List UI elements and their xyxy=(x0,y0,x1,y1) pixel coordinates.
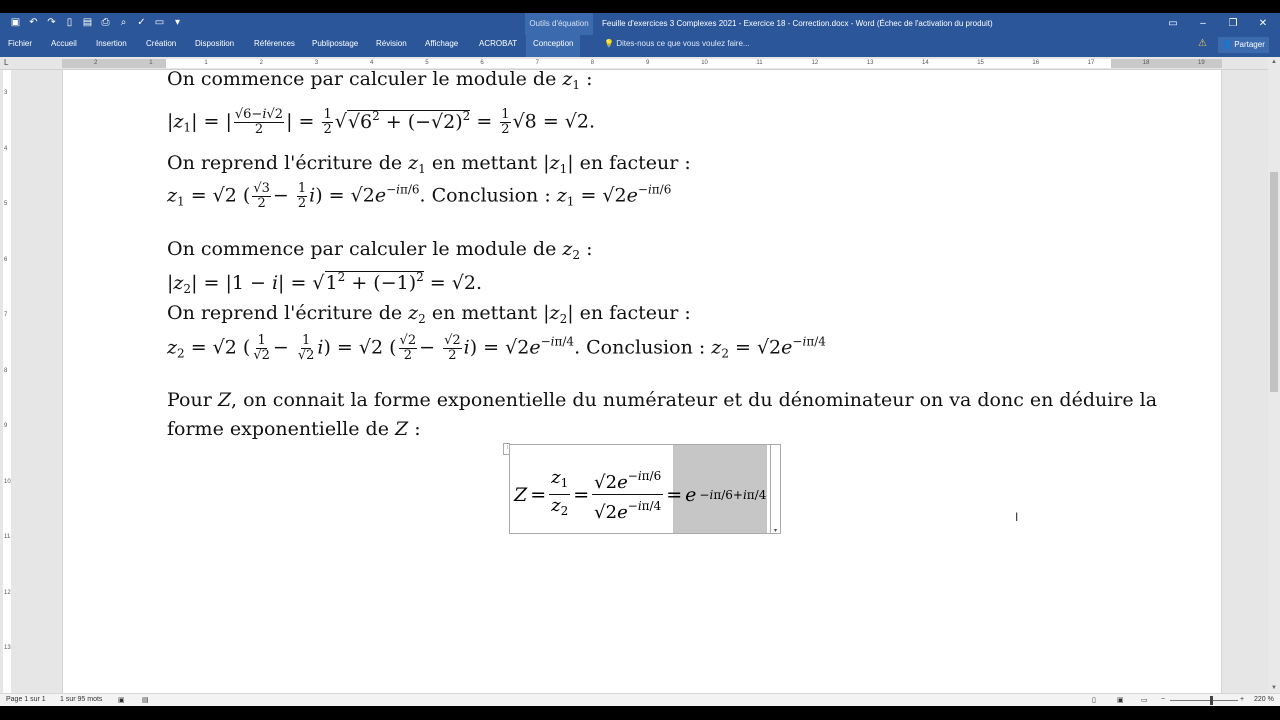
vruler-number: 13 xyxy=(4,645,11,651)
text: . Conclusion : xyxy=(419,184,557,207)
customize-qat-icon[interactable]: ▾ xyxy=(174,17,181,28)
redo-icon[interactable]: ↷ xyxy=(47,17,56,28)
tab-publipostage[interactable]: Publipostage xyxy=(312,39,359,48)
text: en facteur : xyxy=(573,152,691,174)
ruler-number: 2 xyxy=(259,60,263,66)
text: en facteur : xyxy=(573,302,691,324)
ruler-number: 4 xyxy=(370,60,374,66)
scrollbar-thumb[interactable] xyxy=(1270,172,1278,392)
folder-icon[interactable]: ▭ xyxy=(154,17,165,28)
print-layout-icon[interactable]: ▣ xyxy=(1117,697,1124,704)
zoom-level[interactable]: 220 % xyxy=(1254,696,1274,703)
print-icon[interactable]: ⎙ xyxy=(101,17,110,28)
tab-disposition[interactable]: Disposition xyxy=(195,39,235,48)
doc-line-5: On commence par calculer le module de $z_2$ : xyxy=(167,238,593,262)
ruler-right-margin xyxy=(1111,59,1222,68)
doc-line-8: $z_2 = √2$ ( $\frac{1}{√2}$ − $\frac{1}{√2}$ i) = √2 ( $\frac{√2}{2}$ − $\frac{√2}{2}$ $i) = √2e^{-i\pi/4}$. Conclusion : $z_2 = √2e^{-i\pi/4}$ xyxy=(167,333,826,363)
word-count[interactable]: 1 sur 95 mots xyxy=(60,696,103,703)
print-preview-icon[interactable]: ⌕ xyxy=(120,17,127,28)
warning-icon[interactable]: ⚠ xyxy=(1198,38,1207,49)
vruler-number: 4 xyxy=(4,145,8,152)
text: Pour xyxy=(167,389,218,411)
status-bar xyxy=(0,693,1280,706)
vruler-number: 8 xyxy=(4,367,8,374)
spelling-icon[interactable]: ✓ xyxy=(137,17,146,28)
text: en mettant xyxy=(425,302,544,324)
equation-handle-icon[interactable]: ⋮ xyxy=(503,443,510,455)
ribbon-display-options-icon[interactable]: ▭ xyxy=(1168,18,1178,29)
ruler-number: 17 xyxy=(1087,60,1095,66)
doc-line-2: $|z_1|$ = | $\frac{√6-i√2}{2}$ | = $\frac{1}{2}$ $√√6^2 + (-√2)^2$ = $\frac{1}{2}$ √8 = √2. xyxy=(167,107,596,137)
vertical-scrollbar[interactable] xyxy=(1268,57,1280,693)
doc-line-4: $z_1 = √2$ ( $\frac{√3}{2}$ − $\frac{1}{2}$ $i) = √2e^{-i\pi/6}$. Conclusion : $z_1 = √2e^{-i\pi/6}$ xyxy=(167,181,672,211)
ruler-number: 5 xyxy=(425,60,429,66)
share-button[interactable]: 👤 Partager xyxy=(1218,37,1269,53)
text: forme exponentielle de xyxy=(167,418,395,440)
text: On reprend l'écriture de xyxy=(167,152,409,174)
quick-access-toolbar xyxy=(10,17,183,29)
ruler-number: 2 xyxy=(94,60,98,66)
text: . Conclusion : xyxy=(574,336,712,359)
ruler-number: 15 xyxy=(977,60,984,66)
text: , on connait la forme exponentielle du numérateur et du dénominateur on va donc en déduire la xyxy=(231,389,1158,411)
zoom-out-icon[interactable]: − xyxy=(1161,696,1166,703)
text: : xyxy=(408,418,421,440)
scroll-up-icon[interactable]: ▲ xyxy=(1271,59,1277,65)
ruler-number: 6 xyxy=(480,60,484,66)
web-layout-icon[interactable]: ▭ xyxy=(1141,697,1148,704)
ruler-number: 7 xyxy=(535,60,539,66)
vruler-number: 5 xyxy=(4,201,8,207)
tab-insertion[interactable]: Insertion xyxy=(96,39,127,48)
restore-icon[interactable]: ❐ xyxy=(1228,18,1238,29)
text: On commence par calculer le module de xyxy=(167,70,563,90)
ruler-number: 13 xyxy=(866,60,874,66)
vruler-number: 10 xyxy=(4,478,11,485)
text: en mettant xyxy=(425,152,544,174)
tab-references[interactable]: Références xyxy=(254,39,295,48)
tab-fichier[interactable]: Fichier xyxy=(8,39,33,48)
vertical-ruler-strip xyxy=(3,70,11,693)
horizontal-ruler[interactable] xyxy=(62,59,1222,68)
tab-acrobat[interactable]: ACROBAT xyxy=(479,39,518,48)
scroll-down-icon[interactable]: ▼ xyxy=(1271,685,1277,691)
tab-accueil[interactable]: Accueil xyxy=(51,39,77,48)
minimize-icon[interactable]: – xyxy=(1200,18,1206,29)
zoom-slider-track[interactable] xyxy=(1170,700,1238,701)
tab-revision[interactable]: Révision xyxy=(376,39,407,48)
document-title: Feuille d'exercices 3 Complexes 2021 - Exercice 18 - Correction.docx - Word (Échec de l'activation du produit) xyxy=(602,19,993,28)
ruler-number: 14 xyxy=(922,60,929,66)
equation-box[interactable] xyxy=(504,443,781,534)
text: On commence par calculer le module de xyxy=(167,238,563,260)
text-cursor-icon: I xyxy=(1015,510,1019,524)
page-count[interactable]: Page 1 sur 1 xyxy=(6,696,46,703)
document-page[interactable] xyxy=(62,70,1222,693)
tab-conception[interactable]: Conception xyxy=(526,35,580,57)
tab-creation[interactable]: Création xyxy=(146,39,177,48)
text: On reprend l'écriture de xyxy=(167,302,409,324)
ruler-number: 9 xyxy=(646,60,650,66)
read-mode-icon[interactable]: ▯ xyxy=(1092,697,1096,704)
doc-line-3: On reprend l'écriture de $z_1$ en mettant $|z_1|$ en facteur : xyxy=(167,152,691,176)
ruler-number: 18 xyxy=(1142,60,1150,66)
vruler-number: 9 xyxy=(4,423,8,429)
ruler-number: 1 xyxy=(204,60,208,66)
ruler-number: 3 xyxy=(314,60,319,66)
doc-line-9: Pour Z, on connait la forme exponentielle du numérateur et du dénominateur on va donc en déduire la xyxy=(167,389,1158,411)
vruler-number: 3 xyxy=(4,90,8,96)
ruler-number: 19 xyxy=(1198,60,1205,66)
doc-line-1: On commence par calculer le module de $z_1$ : xyxy=(167,70,593,92)
tab-affichage[interactable]: Affichage xyxy=(425,39,459,48)
vruler-number: 6 xyxy=(4,256,8,263)
save-icon[interactable]: ▣ xyxy=(10,17,21,28)
contextual-group-label: Outils d'équation xyxy=(525,13,593,35)
macro-icon[interactable]: ▤ xyxy=(142,697,149,704)
vruler-number: 11 xyxy=(4,534,11,540)
vertical-ruler[interactable] xyxy=(0,70,14,693)
open-icon[interactable]: ▤ xyxy=(82,17,93,28)
ruler-number: 8 xyxy=(590,60,595,66)
share-label: Partager xyxy=(1234,40,1265,49)
ruler-number: 11 xyxy=(756,60,763,66)
equation-content: Z = $z_1$ $z_2$ = $√2e^{-i\pi/6}$ $√2e^{-i\pi/4}$ = e −iπ/6+iπ/4 xyxy=(514,467,767,523)
undo-icon[interactable]: ↶ xyxy=(29,17,38,28)
tell-me-search[interactable]: 💡 Dites-nous ce que vous voulez faire... xyxy=(604,39,750,48)
vruler-number: 7 xyxy=(4,312,8,318)
title-bar xyxy=(0,13,1280,35)
ruler-number: 12 xyxy=(811,60,819,66)
ruler-bar xyxy=(0,57,1280,70)
doc-line-7: On reprend l'écriture de $z_2$ en mettant $|z_2|$ en facteur : xyxy=(167,302,691,326)
ruler-number: 10 xyxy=(701,60,708,66)
doc-line-6: $|z_2| = |1 - i| = √1^2 + (-1)^2 = √2$. xyxy=(167,270,482,296)
ribbon-tabs xyxy=(0,35,1280,57)
zoom-slider-knob[interactable] xyxy=(1210,696,1213,705)
vruler-number: 12 xyxy=(4,589,11,596)
ruler-number: 1 xyxy=(149,60,153,66)
doc-line-10: forme exponentielle de Z : xyxy=(167,418,421,440)
tell-me-label: Dites-nous ce que vous voulez faire... xyxy=(616,39,750,48)
document-canvas[interactable] xyxy=(14,70,1268,693)
close-icon[interactable]: ✕ xyxy=(1258,18,1268,29)
new-document-icon[interactable]: ▯ xyxy=(66,17,73,28)
proofing-icon[interactable]: ▣ xyxy=(118,697,125,704)
ruler-number: 16 xyxy=(1032,60,1040,66)
equation-options-icon[interactable]: ▾ xyxy=(770,445,780,533)
zoom-in-icon[interactable]: + xyxy=(1240,696,1245,703)
tab-selector-icon[interactable]: L xyxy=(4,58,9,67)
